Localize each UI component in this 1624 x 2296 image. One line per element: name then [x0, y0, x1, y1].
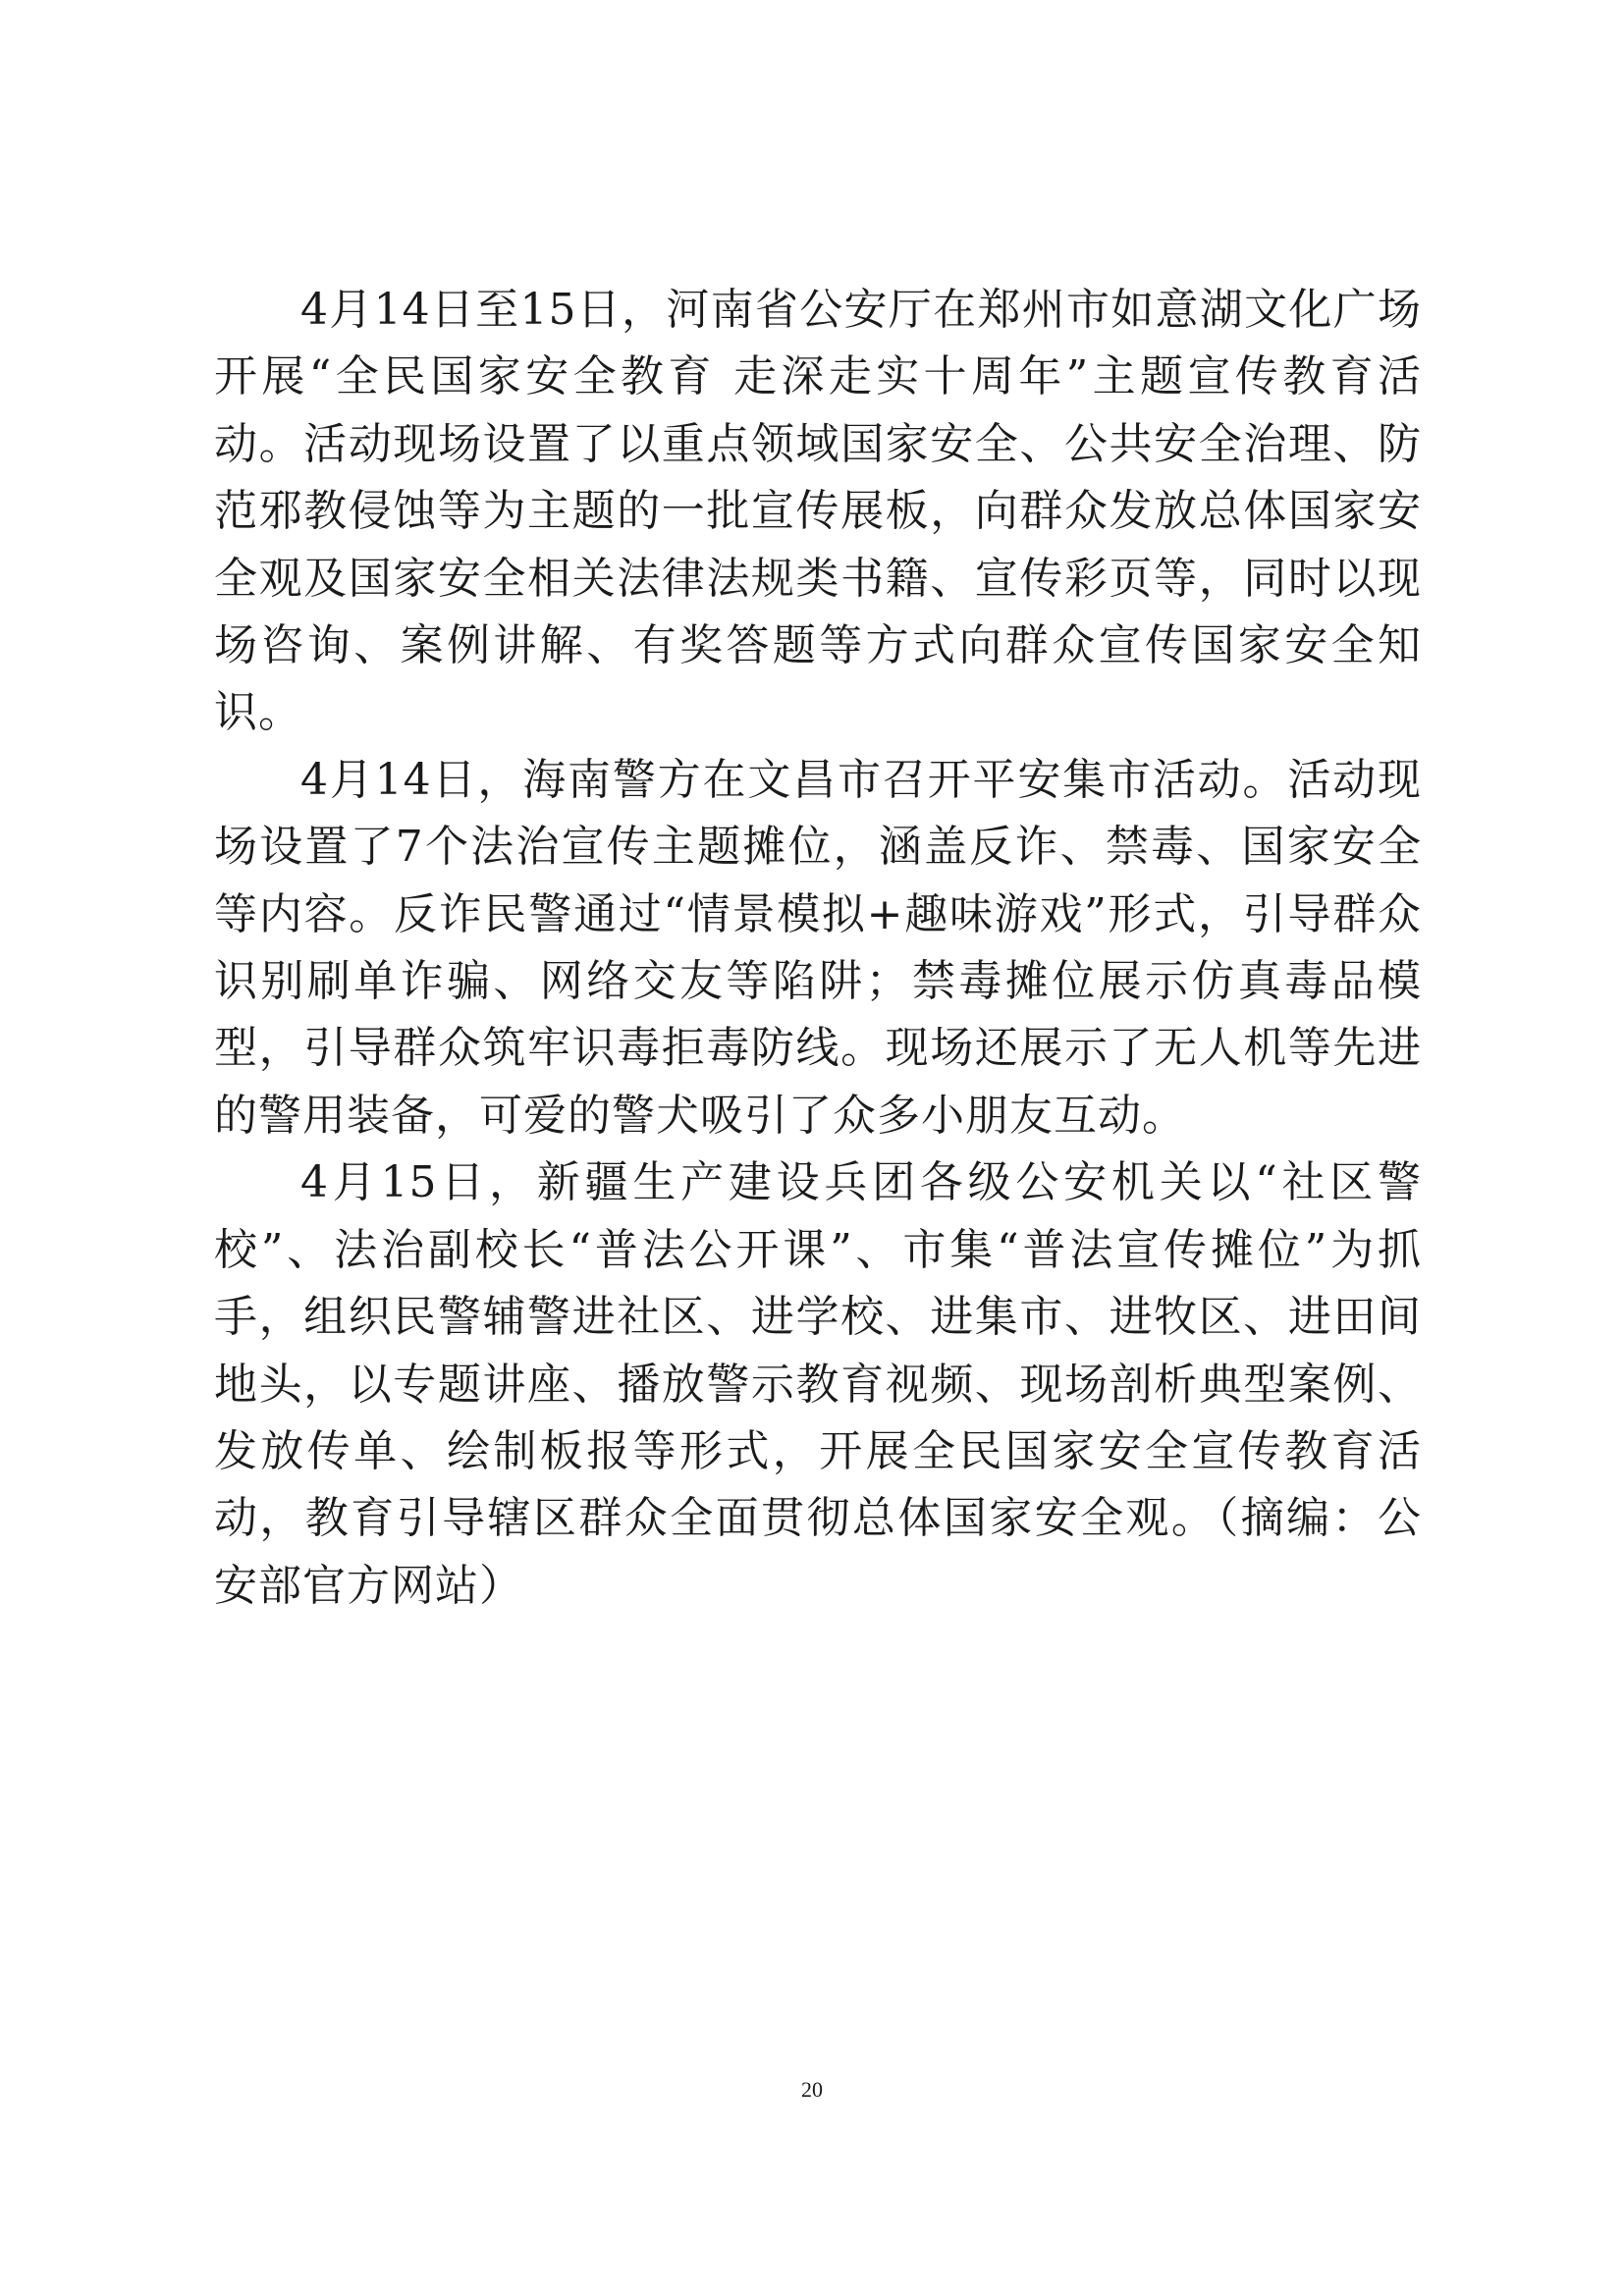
document-body	[214, 277, 1422, 1620]
paragraph-xinjiang: 4月15日，新疆生产建设兵团各级公安机关以“社区警校”、法治副校长“普法公开课”、市集“普法宣传摊位”为抓手，组织民警辅警进社区、进学校、进集市、进牧区、进田间地头，以专题讲座、播放警示教育视频、现场剖析典型案例、发放传单、绘制板报等形式，开展全民国家安全宣传教育活动，教育引导辖区群众全面贯彻总体国家安全观。（摘编：公安部官方网站）	[214, 1157, 1422, 1611]
paragraph-henan: 4月14日至15日，河南省公安厅在郑州市如意湖文化广场开展“全民国家安全教育 走深走实十周年”主题宣传教育活动。活动现场设置了以重点领域国家安全、公共安全治理、防范邪教侵蚀等为主题的一批宣传展板，向群众发放总体国家安全观及国家安全相关法律法规类书籍、宣传彩页等，同时以现场咨询、案例讲解、有奖答题等方式向群众宣传国家安全知识。	[214, 285, 1422, 738]
paragraph-hainan: 4月14日，海南警方在文昌市召开平安集市活动。活动现场设置了7个法治宣传主题摊位，涵盖反诈、禁毒、国家安全等内容。反诈民警通过“情景模拟+趣味游戏”形式，引导群众识别刷单诈骗、网络交友等陷阱；禁毒摊位展示仿真毒品模型，引导群众筑牢识毒拒毒防线。现场还展示了无人机等先进的警用装备，可爱的警犬吸引了众多小朋友互动。	[214, 754, 1422, 1141]
page-number: 20	[801, 2077, 823, 2102]
